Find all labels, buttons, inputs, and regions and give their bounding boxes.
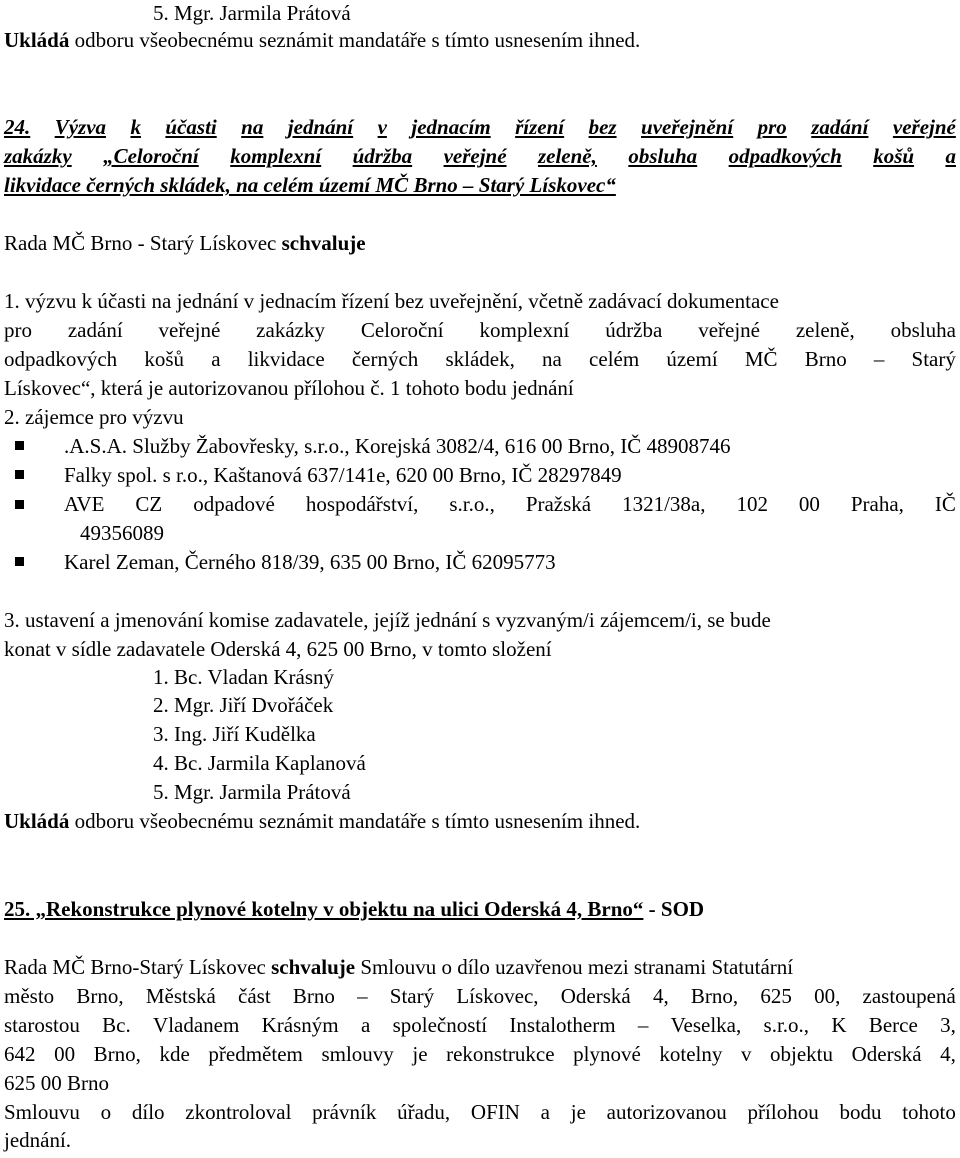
word: na [241,115,264,139]
word: a [945,144,956,168]
word: objektu [770,1042,834,1066]
word: Starý [389,984,435,1008]
word: obsluha [628,144,698,168]
word: zadání [811,115,869,139]
word: komplexní [479,318,570,342]
committee-member: 4. Bc. Jarmila Kaplanová [153,751,366,775]
word: veřejné [443,144,507,168]
word: v [377,115,387,139]
uklada-line: Ukládá odboru všeobecnému seznámit mandatáře s tímto usnesením ihned. [4,28,641,52]
word: „Celoroční [103,144,199,168]
word: smlouvy [321,1042,394,1066]
committee-member: 2. Mgr. Jiří Dvořáček [153,693,334,717]
word: pro [4,318,32,342]
word: 625 [760,984,792,1008]
word: bez [588,115,617,139]
word: část [238,984,271,1008]
word: Celoroční [360,318,444,342]
item25-title: 25. „Rekonstrukce plynové kotelny v objektu na ulici Oderská 4, Brno“ - SOD [4,897,705,921]
word: košů [144,347,185,371]
word: kotelny [659,1042,723,1066]
word: 4, [940,1042,956,1066]
item24-p1-line3 [4,346,956,372]
word: 642 [4,1042,36,1066]
item25-line6 [4,1099,956,1125]
word: AVE [64,492,105,516]
word: předmětem [208,1042,303,1066]
word: Praha, [850,492,904,516]
word: Instalotherm [509,1013,616,1037]
word: celém [589,347,640,371]
word: 00 [798,492,820,516]
member-line: 5. Mgr. Jarmila Prátová [153,1,351,25]
word: k [130,115,141,139]
bullet-square-icon [15,441,24,450]
word: autorizovanou [606,1100,727,1124]
word: zkontroloval [185,1100,292,1124]
word: bodu [839,1100,882,1124]
word: zakázky [256,318,325,342]
word: Vladanem [153,1013,240,1037]
word: v [740,1042,752,1066]
word: plynové [573,1042,641,1066]
word: o [100,1100,112,1124]
item24-title-line3: likvidace černých skládek, na celém území MČ Brno – Starý Lískovec“ [4,173,616,197]
word: odpadkových [4,347,118,371]
item24-p1-line1: 1. výzvu k účasti na jednání v jednacím řízení bez uveřejnění, včetně zadávací dokumentace [4,289,779,313]
word: 1321/38a, [622,492,706,516]
word: je [412,1042,428,1066]
item24-title-line1 [4,114,956,140]
word: zadání [67,318,123,342]
word: 4, [652,984,669,1008]
word: Městská [145,984,216,1008]
item24-uklada-line: Ukládá odboru všeobecnému seznámit mandatáře s tímto usnesením ihned. [4,809,641,833]
item25-line5: 625 00 Brno [4,1071,109,1095]
word: – [357,984,368,1008]
word: Oderská [560,984,631,1008]
word: dílo [131,1100,165,1124]
word: obsluha [890,318,956,342]
word: je [570,1100,586,1124]
item24-title-line2 [4,143,956,169]
word: společností [392,1013,488,1037]
word: rekonstrukce [446,1042,555,1066]
word: účasti [165,115,217,139]
word: Brno [292,984,335,1008]
item24-rada-line: Rada MČ Brno - Starý Lískovec schvaluje [4,231,366,255]
word: údržba [605,318,663,342]
word: město [4,984,55,1008]
word: OFIN [470,1100,520,1124]
word: Brno, [76,984,124,1008]
word: 102 [736,492,768,516]
word: zeleně, [537,144,597,168]
word: právník [312,1100,377,1124]
word: území [666,347,718,371]
word: 00, [814,984,841,1008]
word: CZ [135,492,163,516]
word: hospodářství, [305,492,419,516]
word: 3, [940,1013,956,1037]
word: Berce [868,1013,918,1037]
word: 00 [54,1042,76,1066]
word: veřejné [158,318,221,342]
bullet-square-icon [15,470,24,479]
word: Smlouvu [4,1100,80,1124]
word: odpadkových [728,144,842,168]
item25-line1: Rada MČ Brno-Starý Lískovec schvaluje Smlouvu o dílo uzavřenou mezi stranami Statutární [4,955,794,979]
word: jednacím [411,115,491,139]
word: a [211,347,221,371]
committee-member: 1. Bc. Vladan Krásný [153,665,334,689]
word: Pražská [525,492,592,516]
word: černých [351,347,419,371]
word: 24. [4,115,31,139]
word: zeleně, [795,318,855,342]
word: odpadové [193,492,275,516]
item24-p3-line1: 3. ustavení a jmenování komise zadavatele, jejíž jednání s vyzvaným/i zájemcem/i, se bude [4,608,771,632]
item24-p1-line2 [4,317,956,343]
word: komplexní [230,144,322,168]
item25-line7: jednání. [4,1128,72,1152]
word: Veselka, [670,1013,742,1037]
word: K [831,1013,847,1037]
bullet-item: Karel Zeman, Černého 818/39, 635 00 Brno, IČ 62095773 [15,549,556,575]
word: s.r.o., [449,492,495,516]
bullet-item [15,491,956,517]
item24-p1-line4: Lískovec“, která je autorizovanou přílohou č. 1 tohoto bodu jednání [4,376,574,400]
word: s.r.o., [763,1013,810,1037]
word: Bc. [102,1013,131,1037]
word: – [873,347,885,371]
word: pro [757,115,787,139]
word: zakázky [4,144,72,168]
committee-member: 3. Ing. Jiří Kudělka [153,722,316,746]
word: úřadu, [397,1100,451,1124]
item24-p2: 2. zájemce pro výzvu [4,405,184,429]
word: MČ [744,347,778,371]
item24-p3-line2: konat v sídle zadavatele Oderská 4, 625 00 Brno, v tomto složení [4,637,552,661]
bullet-square-icon [15,500,24,509]
word: kde [159,1042,190,1066]
word: přílohou [747,1100,819,1124]
word: Lískovec, [456,984,539,1008]
word: Krásným [261,1013,339,1037]
word: veřejné [892,115,956,139]
word: řízení [515,115,565,139]
word: a [540,1100,550,1124]
word: – [637,1013,649,1037]
item25-line3 [4,1012,956,1038]
word: a [360,1013,371,1037]
item25-line2 [4,983,956,1009]
bullet-square-icon [15,557,24,566]
item25-line4 [4,1041,956,1067]
word: tohoto [902,1100,956,1124]
word: jednání [287,115,354,139]
word: skládek, [445,347,515,371]
word: veřejné [698,318,760,342]
committee-member: 5. Mgr. Jarmila Prátová [153,780,351,804]
word: starostou [4,1013,80,1037]
word: Brno, [690,984,739,1008]
word: IČ [934,492,956,516]
word: Brno [804,347,847,371]
word: uveřejnění [641,115,734,139]
word: Oderská [851,1042,922,1066]
word: zastoupená [862,984,956,1008]
word: Výzva [54,115,107,139]
bullet-continuation: 49356089 [80,521,164,545]
word: na [542,347,562,371]
bullet-item: .A.S.A. Služby Žabovřesky, s.r.o., Korejská 3082/4, 616 00 Brno, IČ 48908746 [15,433,731,459]
word: Brno, [93,1042,141,1066]
word: Starý [911,347,956,371]
word: košů [873,144,915,168]
bullet-item: Falky spol. s r.o., Kaštanová 637/141e, 620 00 Brno, IČ 28297849 [15,462,622,488]
word: údržba [352,144,413,168]
word: likvidace [247,347,325,371]
